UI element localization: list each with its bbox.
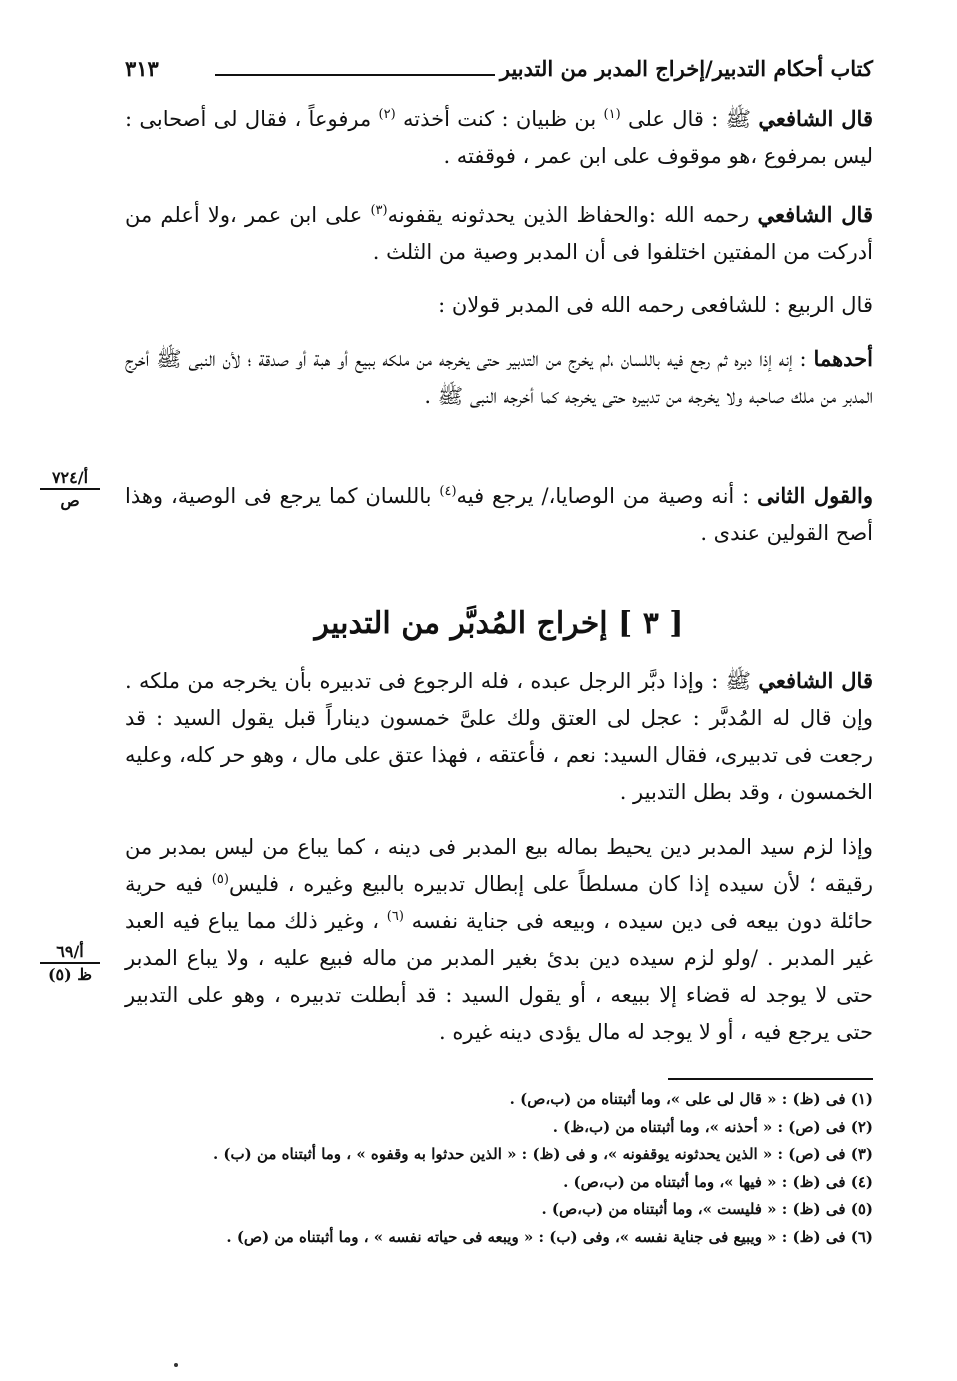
scan-speck	[174, 1363, 178, 1367]
paragraph-text: أخرج المدبر من ملك صاحبه ولا يخرجه من تدبيره حتى يخرجه كما أخرجه النبى	[125, 347, 873, 408]
footnote-5: (٥) فى (ظ) : « فليست »، وما أثبتناه من (ب،ص) .	[541, 1200, 873, 1218]
paragraph-5	[125, 477, 873, 552]
honorific-glyph: ﷺ	[437, 384, 464, 408]
footnotes	[125, 1086, 873, 1251]
footnote-separator	[668, 1078, 873, 1080]
paragraph-text: .	[424, 384, 438, 408]
manuscript-margin-note-1	[40, 468, 100, 510]
paragraph-4	[125, 340, 873, 415]
paragraph-3	[125, 287, 873, 324]
header-rule	[215, 74, 495, 76]
paragraph-text: ، وغير ذلك مما يباع فيه العبد غير المدبر . /ولو لزم سيده دين بدئ بغير المدبر من ماله فبيع عليه ، ولا يباع المدبر حتى لا يوجد له قضاء إلا ببيعه ، أو يقول السيد : قد أبطلت تدبيره ، وهو على التدبير حتى يرجع فيه ، أو لا يوجد له مال يؤدى دينه غيره .	[125, 909, 873, 1044]
honorific-glyph: ﷺ	[725, 669, 751, 693]
running-header	[125, 52, 873, 92]
paragraph-text: باللسان كما يرجع فى الوصية، وهذا أصح القولين عندى .	[125, 484, 873, 545]
paragraph-text: فيه حرية حائلة دون بيعه فى دين سيده ، وبيعه فى جناية نفسه	[125, 872, 873, 933]
margin-folio-ref: أ/٧٢٤	[40, 468, 100, 490]
paragraph-text: بن ظبيان : كنت أخذته	[395, 107, 604, 131]
margin-source-label: ظ (٥)	[47, 965, 93, 984]
speaker-label: قال الشافعي	[758, 668, 873, 693]
margin-source-label: ص	[60, 491, 80, 510]
footnote-ref-4: (٤)	[439, 484, 457, 499]
running-header-title: كتاب أحكام التدبير/إخراج المدبر من التدبير	[499, 56, 873, 81]
footnote-ref-3: (٣)	[370, 203, 388, 218]
page-number: ٣١٣	[125, 56, 159, 81]
paragraph-text: : وإذا دبَّر الرجل عبده ، فله الرجوع فى تدبيره بأن يخرجه من ملكه . وإن قال له المُدبَّر : عجل لى العتق ولك علىَّ خمسون ديناراً قبل يقول السيد : قد رجعت فى تدبيرى، فقال السيد: نعم ، فأعتقه ، فهذا عتق على مال ، وهو حر كله، وعليه الخمسون ، وقد بطل التدبير .	[125, 669, 873, 804]
speaker-label: والقول الثانى	[757, 483, 873, 508]
speaker-label: قال الشافعي	[758, 106, 873, 131]
manuscript-margin-note-2	[40, 942, 100, 984]
paragraph-text: مرفوعاً ، فقال لى أصحابى : ليس بمرفوع ،هو موقوف على ابن عمر ، فوقفته .	[125, 107, 873, 168]
footnote-3: (٣) فى (ص) : « الذين يحدثونه يوقفونه »، و فى (ظ) : « الذين حدثوا به وقفوه » ، وما أثبتناه من (ب) .	[212, 1145, 873, 1163]
footnote-2: (٢) فى (ص) : « أحذنه »، وما أثبتناه من (ب،ظ) .	[552, 1117, 873, 1136]
paragraph-text: قال الربيع : للشافعى رحمه الله فى المدبر قولان :	[438, 293, 873, 317]
paragraph-text: رحمه الله :والحفاظ الذين يحدثونه يقفونه	[387, 203, 758, 227]
footnote-ref-2: (٢)	[378, 107, 396, 122]
paragraph-text: على ابن عمر ،ولا أعلم من أدركت من المفتين اختلفوا فى أن المدبر وصية من الثلث .	[125, 203, 873, 264]
paragraph-text: وإذا لزم سيد المدبر دين يحيط بماله بيع المدبر فى دينه ، كما يباع من ليس بمدبر من رقيقه ؛ لأن سيده إذا كان مسلطاً على إبطال تدبيره بالبيع وغيره ، فليس	[125, 835, 873, 896]
footnote-1: (١) فى (ظ) : « قال لى على »، وما أثبتناه من (ب،ص) .	[509, 1090, 873, 1108]
margin-folio-ref: أ/٦٩	[40, 942, 100, 964]
footnote-4: (٤) فى (ظ) : « فيها »، وما أثبتناه من (ب،ص) .	[563, 1172, 873, 1191]
paragraph-text: : إنه إذا دبره ثم رجع فيه باللسان ،لم يخرج من التدبير حتى يخرجه من ملكه ببيع أو هبة أو صدقة ؛ لأن النبى	[181, 347, 814, 371]
section-heading: [ ٣ ] إخراج المُدبَّر من التدبير	[314, 606, 684, 641]
paragraph-6	[125, 662, 873, 811]
paragraph-1	[125, 100, 873, 175]
footnote-ref-6: (٦)	[386, 909, 404, 924]
speaker-label: أحدهما	[813, 346, 873, 371]
paragraph-text: : قال على	[620, 107, 726, 131]
paragraph-2	[125, 196, 873, 271]
footnote-6: (٦) فى (ظ) : « ويبيع فى جناية نفسه »، وفى (ب) : « ويبعه فى حياته نفسه » ، وما أثبتناه من (ص) .	[226, 1227, 873, 1246]
speaker-label: قال الشافعي	[757, 202, 873, 227]
honorific-glyph: ﷺ	[156, 347, 182, 371]
paragraph-7	[125, 829, 873, 1051]
honorific-glyph: ﷺ	[725, 107, 751, 131]
footnote-ref-5: (٥)	[211, 872, 229, 887]
paragraph-text: : أنه وصية من الوصايا،/ يرجع فيه	[456, 484, 758, 508]
footnote-ref-1: (١)	[603, 107, 621, 122]
